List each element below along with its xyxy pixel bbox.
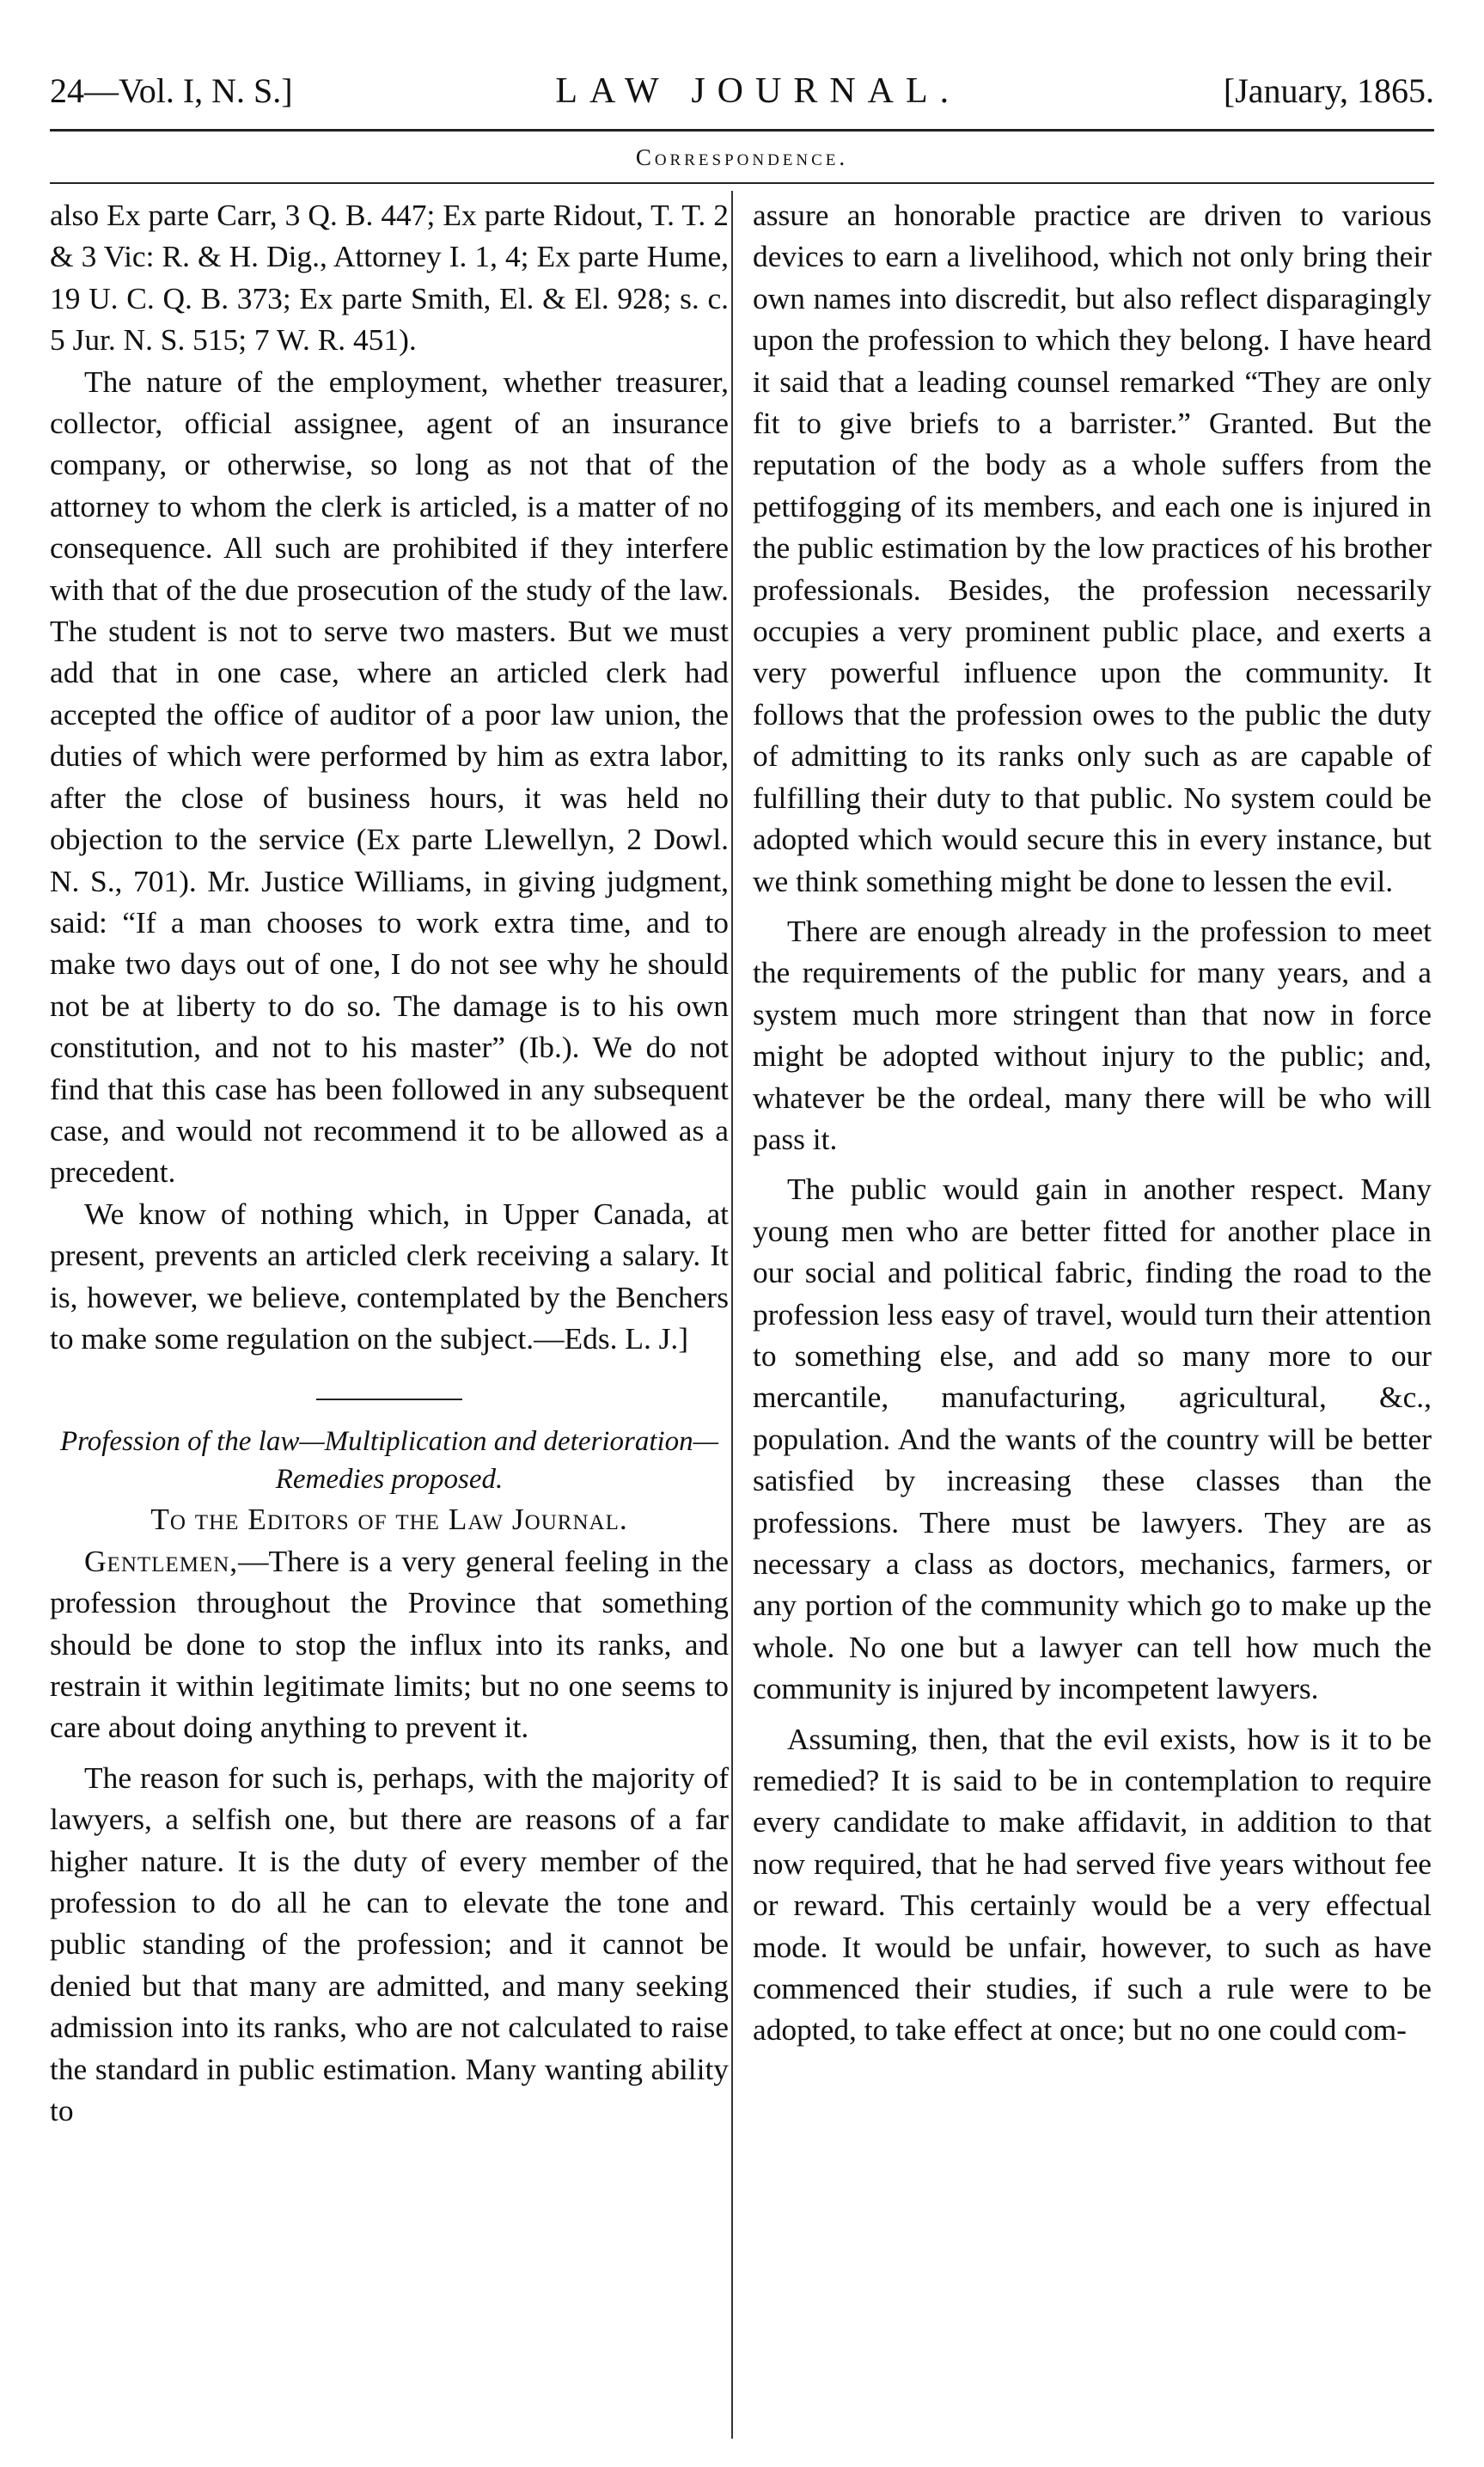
right-column [753, 194, 1432, 2051]
right-paragraph-1: assure an honorable practice are driven to various devices to earn a livelihood, which not only bring their own names into discredit, but also reflect disparagingly upon the profession to which they belong. I have heard it said that a leading counsel remarked “They are only fit to give briefs to a barrister.” Granted. But the reputation of the body as a whole suffers from the pettifogging of its members, and each one is injured in the public estimation by the low practices of his brother professionals. Besides, the profession necessarily occupies a very prominent public place, and exerts a very powerful influence upon the community. It follows that the profession owes to the public the duty of admitting to its ranks only such as are capable of fulfilling their duty to that public. No system could be adopted which would secure this in every instance, but we think something might be done to lessen the evil. [753, 198, 1432, 898]
left-paragraph-5: The reason for such is, perhaps, with the majority of lawyers, a selfish one, but there are reasons of a far higher nature. It is the duty of every member of the profession to do all he can to elevate the tone and public standing of the profession; and it cannot be denied but that many are admitted, and many seeking admission into its ranks, who are not calculated to raise the standard in public estimation. Many wanting ability to [50, 1760, 729, 2128]
page-header [50, 70, 1434, 122]
to-editors-heading: To the Editors of the Law Journal. [150, 1502, 628, 1537]
article-separator [316, 1399, 462, 1400]
column-divider [731, 191, 733, 2439]
section-rule [50, 182, 1434, 184]
section-title: Correspondence. [635, 144, 849, 170]
header-rule [50, 129, 1434, 132]
left-paragraph-3: We know of nothing which, in Upper Canada, at present, prevents an articled clerk receiving a salary. It is, however, we believe, contemplated by the Benchers to make some regulation on the subject.—Eds. L. J.] [50, 1196, 729, 1356]
left-paragraph-4-text: —There is a very general feeling in the profession throughout the Province that something should be done to stop the influx into its ranks, and restrain it within legitimate limits; but no one seems to care about doing anything to prevent it. [50, 1543, 729, 1745]
header-journal-title: LAW JOURNAL. [555, 71, 962, 111]
left-paragraph-1: also Ex parte Carr, 3 Q. B. 447; Ex parte Ridout, T. T. 2 & 3 Vic: R. & H. Dig., Attorney I. 1, 4; Ex parte Hume, 19 U. C. Q. B. 373; Ex parte Smith, El. & El. 928; s. c. 5 Jur. N. S. 515; 7 W. R. 451). [50, 198, 729, 358]
right-paragraph-3: The public would gain in another respect. Many young men who are better fitted for another place in our social and political fabric, finding the road to the profession less easy of travel, would turn their attention to something else, and add so many more to our mercantile, manufacturing, agricultural, &c., population. And the wants of the country will be better satisfied by increasing these classes than the professions. There must be lawyers. They are as necessary a class as doctors, mechanics, farmers, or any portion of the community which go to make up the whole. No one but a lawyer can tell how much the community is injured by incompetent lawyers. [753, 1172, 1432, 1706]
article-title: Profession of the law—Multiplication and deterioration—Remedies proposed. [59, 1426, 718, 1496]
salutation: Gentlemen, [84, 1543, 239, 1578]
header-date: [January, 1865. [1223, 71, 1434, 110]
left-column [50, 194, 729, 2131]
left-paragraph-2: The nature of the employment, whether treasurer, collector, official assignee, agent of an insurance company, or otherwise, so long as not that of the attorney to whom the clerk is articled, is a matter of no consequence. All such are prohibited if they interfere with that of the due prosecution of the study of the law. The student is not to serve two masters. But we must add that in one case, where an articled clerk had accepted the office of auditor of a poor law union, the duties of which were performed by him as extra labor, after the close of business hours, it was held no objection to the service (Ex parte Llewellyn, 2 Dowl. N. S., 701). Mr. Justice Williams, in giving judgment, said: “If a man chooses to work extra time, and to make two days out of one, I do not see why he should not be at liberty to do so. The damage is to his own constitution, and not to his master” (Ib.). We do not find that this case has been followed in any subsequent case, and would not recommend it to be allowed as a precedent. [50, 364, 729, 1190]
left-paragraph-4 [50, 1540, 729, 1748]
right-paragraph-4: Assuming, then, that the evil exists, how is it to be remedied? It is said to be in contemplation to require every candidate to make affidavit, in addition to that now required, that he had served five years without fee or reward. This certainly would be a very effectual mode. It would be unfair, however, to such as have commenced their studies, if such a rule were to be adopted, to take effect at once; but no one could com- [753, 1721, 1432, 2048]
right-paragraph-2: There are enough already in the profession to meet the requirements of the public for many years, and a system much more stringent than that now in force might be adopted without injury to the public; and, whatever be the ordeal, many there will be who will pass it. [753, 913, 1432, 1156]
header-volume: 24—Vol. I, N. S.] [50, 71, 293, 110]
